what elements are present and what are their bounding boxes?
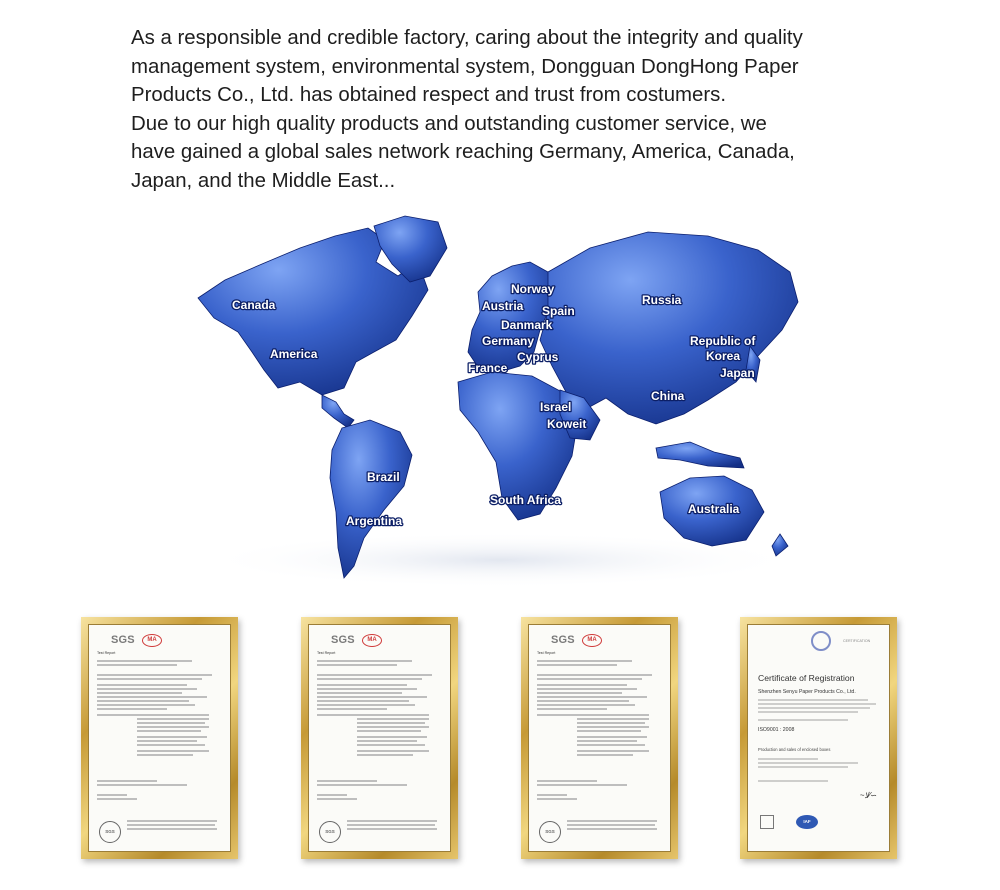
report-text-lines: [97, 659, 222, 834]
registration-title: Certificate of Registration: [758, 673, 855, 683]
intro-line: As a responsible and credible factory, caring about the integrity and quality: [131, 27, 803, 49]
ma-logo: MA: [142, 634, 162, 647]
label-canada: Canada: [232, 298, 276, 312]
registration-scope: Production and sales of enclosed boxes: [758, 747, 831, 752]
label-america: America: [270, 347, 318, 361]
intro-line: Due to our high quality products and outstanding customer service, we: [131, 112, 767, 135]
label-south-africa: South Africa: [490, 493, 561, 507]
label-spain: Spain: [542, 304, 575, 318]
report-title: Test Report: [317, 651, 336, 655]
certification-mark: CERTIFICATION: [843, 639, 871, 643]
iaf-logo: IAF: [796, 815, 818, 829]
registration-date-lines: [758, 755, 883, 795]
signature-icon: ~ﻻ⁄∽: [859, 791, 877, 800]
label-brazil: Brazil: [367, 470, 400, 484]
intro-paragraph: [131, 24, 891, 195]
continents: [198, 216, 798, 578]
registration-standard: ISO9001 : 2008: [758, 727, 795, 733]
label-danmark: Danmark: [501, 318, 553, 332]
label-argentina: Argentina: [346, 514, 403, 528]
label-china: China: [651, 389, 685, 403]
certificate-frame: [81, 617, 238, 859]
intro-line: have gained a global sales network reaching Germany, America, Canada,: [131, 141, 795, 163]
ma-logo: MA: [362, 634, 382, 647]
report-title: Test Report: [97, 651, 116, 655]
sgs-test-report: [308, 624, 451, 852]
label-korea: Korea: [706, 349, 741, 363]
world-map: [175, 205, 825, 590]
label-cyprus: Cyprus: [517, 350, 559, 364]
registration-certificate: [747, 624, 890, 852]
intro-line: management system, environmental system, Dongguan DongHong Paper: [131, 55, 799, 78]
sgs-seal: SGS: [539, 821, 561, 843]
certificate-frame: [521, 617, 678, 859]
label-austria: Austria: [482, 299, 524, 313]
sgs-test-report: [528, 624, 671, 852]
label-norway: Norway: [511, 282, 555, 296]
report-title: Test Report: [537, 651, 556, 655]
registration-text-lines: [758, 698, 883, 724]
sgs-logo: SGS: [111, 634, 135, 646]
label-koweit: Koweit: [547, 417, 587, 431]
label-republic-of: Republic of: [690, 334, 756, 348]
intro-line: Japan, and the Middle East...: [131, 169, 396, 192]
certificate-frame: [301, 617, 458, 859]
label-israel: Israel: [540, 400, 572, 414]
label-germany: Germany: [482, 334, 535, 348]
sgs-logo: SGS: [551, 634, 575, 646]
report-text-lines: [537, 659, 662, 834]
indonesia-shape: [656, 442, 744, 468]
label-russia: Russia: [642, 293, 682, 307]
ma-logo: MA: [582, 634, 602, 647]
intro-line: Products Co., Ltd. has obtained respect and trust from costumers.: [131, 84, 727, 106]
accreditation-logo-icon: [760, 815, 774, 829]
sgs-seal: SGS: [319, 821, 341, 843]
registration-company: Shenzhen Senyu Paper Products Co., Ltd.: [758, 689, 856, 695]
sgs-test-report: [88, 624, 231, 852]
label-france: France: [468, 361, 508, 375]
sgs-logo: SGS: [331, 634, 355, 646]
certification-ring-icon: [811, 631, 831, 651]
sgs-seal: SGS: [99, 821, 121, 843]
label-japan: Japan: [720, 366, 755, 380]
central-america-shape: [322, 395, 354, 428]
report-text-lines: [317, 659, 442, 834]
certificate-frame: [740, 617, 897, 859]
label-australia: Australia: [688, 502, 740, 516]
